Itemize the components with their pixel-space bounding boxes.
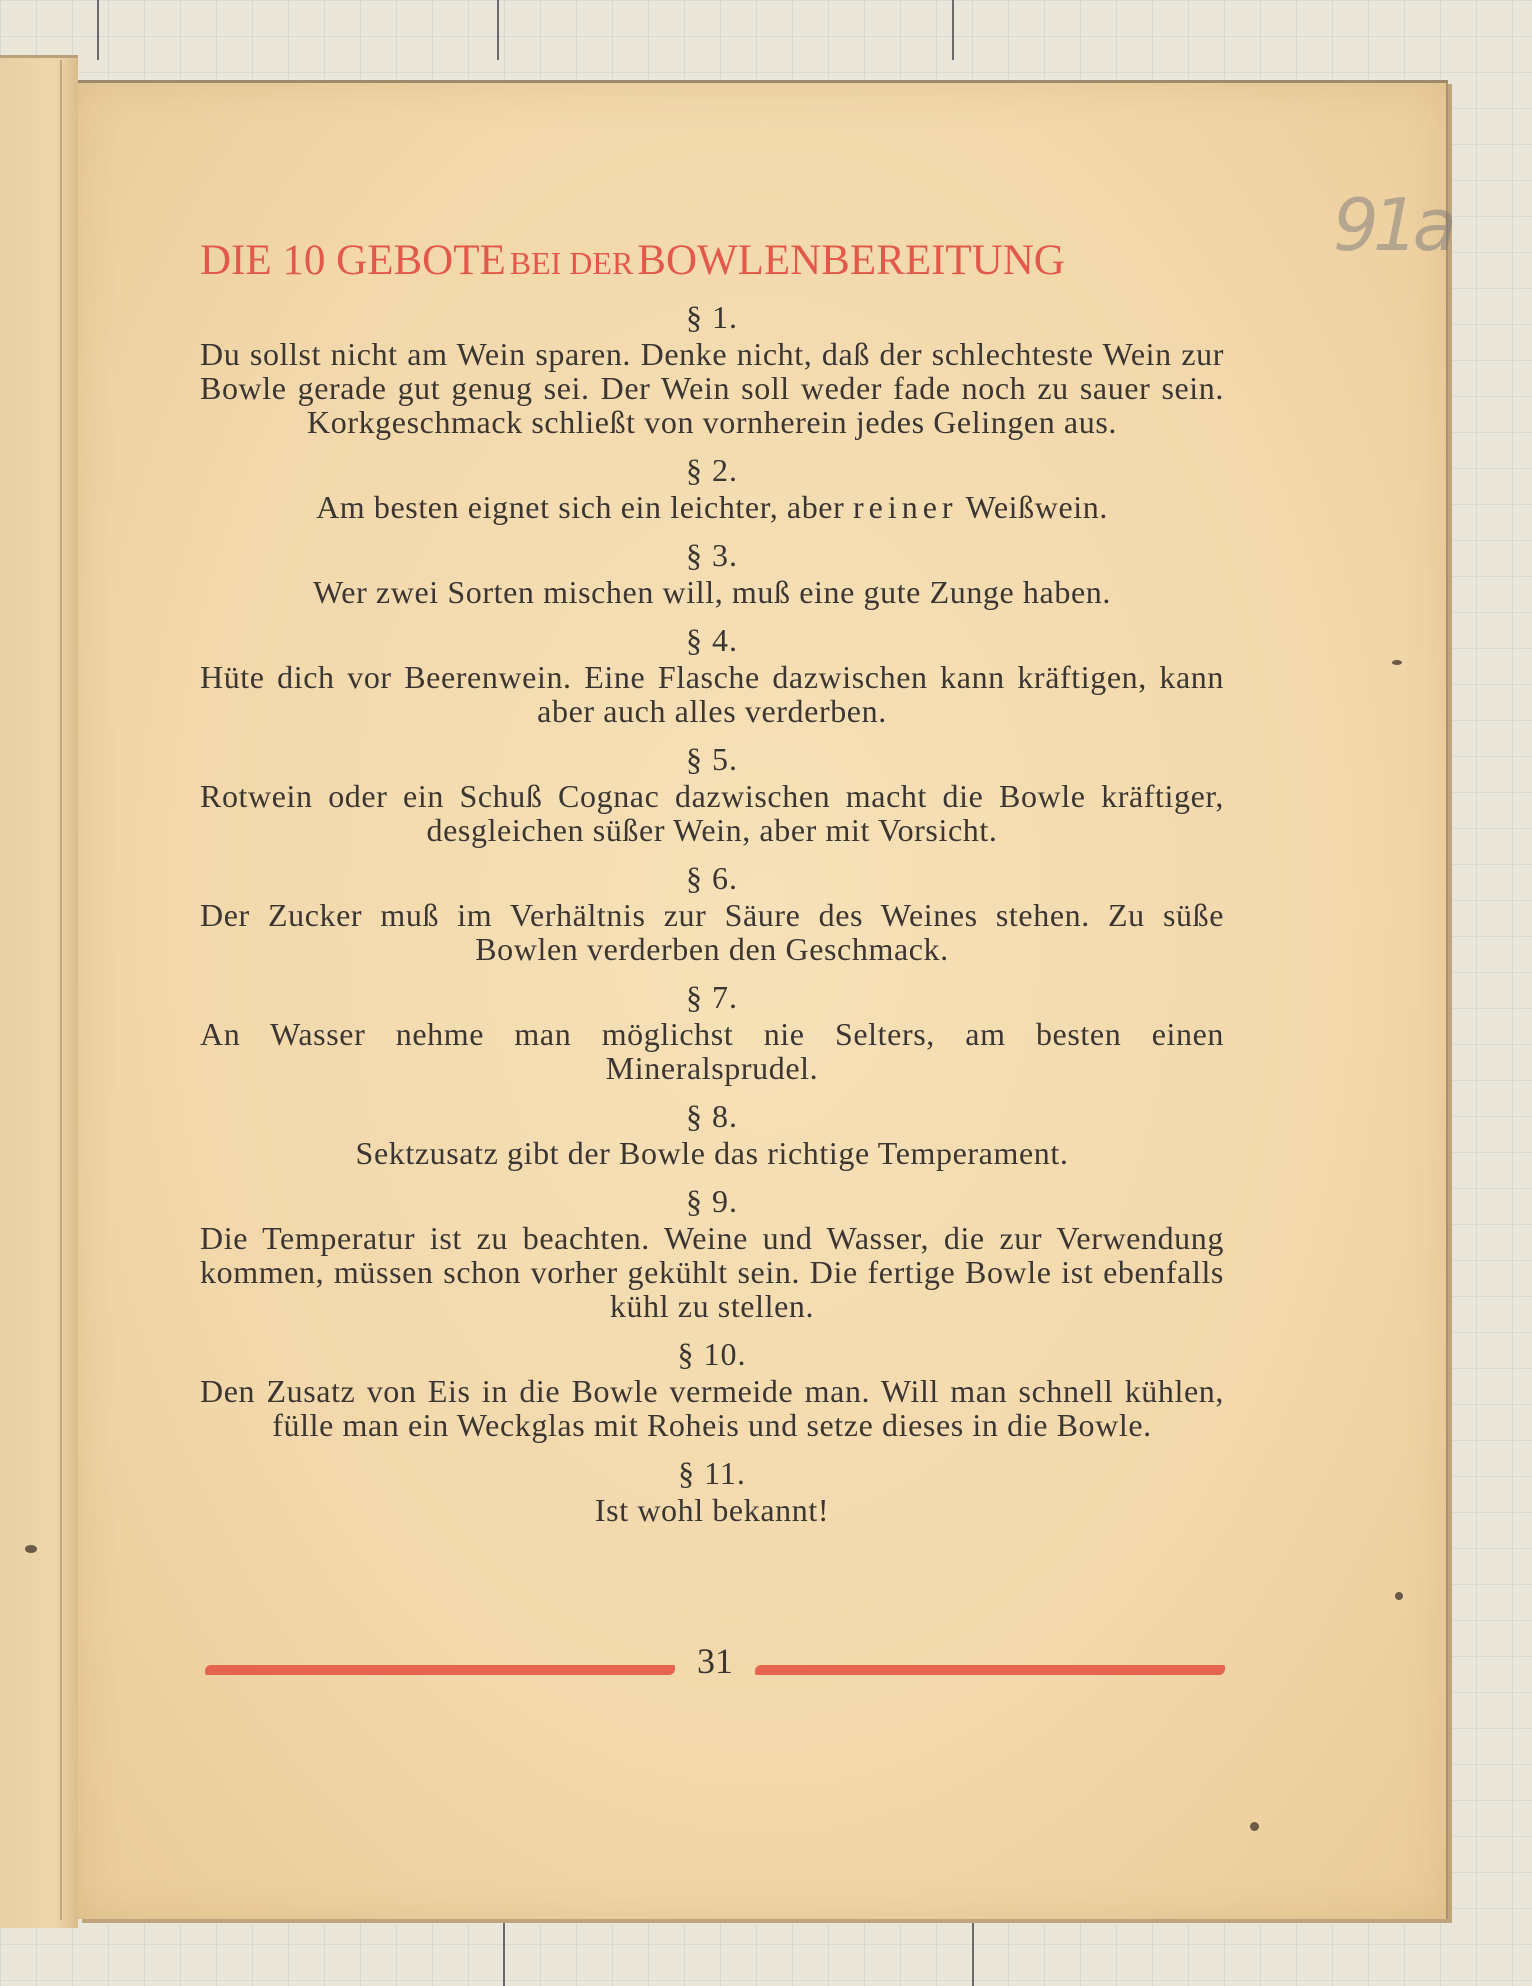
section-heading: § 6.	[686, 860, 738, 896]
paper-speck	[25, 1545, 37, 1553]
section-heading: § 3.	[686, 537, 738, 573]
section-heading: § 10.	[677, 1336, 747, 1372]
section-11	[200, 1456, 1224, 1527]
page-title	[200, 236, 1240, 285]
section-8	[200, 1099, 1224, 1170]
section-text: Den Zusatz von Eis in die Bowle vermeide man. Will man schnell kühlen, fülle man ein Weckglas mit Roheis und setze dieses in die Bowle.	[200, 1373, 1224, 1443]
section-9	[200, 1184, 1224, 1323]
section-text-part: Am besten eignet sich ein leichter, aber	[316, 489, 853, 525]
section-text: Hüte dich vor Beerenwein. Eine Flasche dazwischen kann kräftigen, kann aber auch alles verderben.	[200, 659, 1224, 729]
title-part-2: BEI DER	[509, 245, 634, 281]
paper-speck	[1395, 1592, 1403, 1600]
backdrop-line	[972, 1920, 974, 1986]
section-text: An Wasser nehme man möglichst nie Selters, am besten einen Mineralsprudel.	[200, 1016, 1224, 1086]
section-1	[200, 300, 1224, 439]
section-text: Rotwein oder ein Schuß Cognac dazwischen macht die Bowle kräftiger, desgleichen süßer Wein, aber mit Vorsicht.	[200, 778, 1224, 848]
section-text: Der Zucker muß im Verhältnis zur Säure des Weines stehen. Zu süße Bowlen verderben den Geschmack.	[200, 897, 1224, 967]
section-5	[200, 742, 1224, 847]
adjacent-page-edge	[0, 55, 78, 1928]
section-heading: § 2.	[686, 452, 738, 488]
footer-rule-left	[205, 1665, 675, 1675]
section-text: Du sollst nicht am Wein sparen. Denke nicht, daß der schlechteste Wein zur Bowle gerade gut genug sei. Der Wein soll weder fade noch zu sauer sein. Korkgeschmack schließt von vornherein jedes Gelingen aus.	[200, 336, 1224, 440]
section-text-part: Weißwein.	[957, 489, 1108, 525]
archive-pencil-mark: 91a	[1333, 183, 1451, 267]
section-heading: § 5.	[686, 741, 738, 777]
section-heading: § 1.	[686, 299, 738, 335]
section-heading: § 4.	[686, 622, 738, 658]
section-text	[200, 490, 1224, 524]
section-2	[200, 453, 1224, 524]
page-number: 31	[697, 1641, 733, 1681]
backdrop-line	[497, 0, 499, 60]
section-heading: § 9.	[686, 1183, 738, 1219]
section-heading: § 7.	[686, 979, 738, 1015]
backdrop-line	[952, 0, 954, 60]
title-part-1: DIE 10 GEBOTE	[200, 237, 506, 284]
section-3	[200, 538, 1224, 609]
commandments-list	[200, 300, 1224, 1541]
section-text: Die Temperatur ist zu beachten. Weine und Wasser, die zur Verwendung kommen, müssen schon vorher gekühlt sein. Die fertige Bowle ist ebenfalls kühl zu stellen.	[200, 1220, 1224, 1324]
paper-speck	[1250, 1822, 1259, 1831]
section-text: Sektzusatz gibt der Bowle das richtige Temperament.	[355, 1135, 1069, 1171]
section-heading: § 11.	[678, 1455, 746, 1491]
section-heading: § 8.	[686, 1098, 738, 1134]
footer-rule-right	[755, 1665, 1225, 1675]
title-part-3: BOWLENBEREITUNG	[637, 237, 1065, 284]
page-footer	[205, 1640, 1225, 1690]
section-4	[200, 623, 1224, 728]
backdrop-line	[97, 0, 99, 60]
section-6	[200, 861, 1224, 966]
paper-speck	[1392, 660, 1402, 665]
section-10	[200, 1337, 1224, 1442]
adjacent-page-fold	[60, 60, 62, 1920]
section-text: Ist wohl bekannt!	[594, 1492, 830, 1528]
section-text: Wer zwei Sorten mischen will, muß eine gute Zunge haben.	[313, 574, 1111, 610]
backdrop-line	[503, 1920, 505, 1986]
section-7	[200, 980, 1224, 1085]
emphasized-word: reiner	[852, 489, 958, 525]
